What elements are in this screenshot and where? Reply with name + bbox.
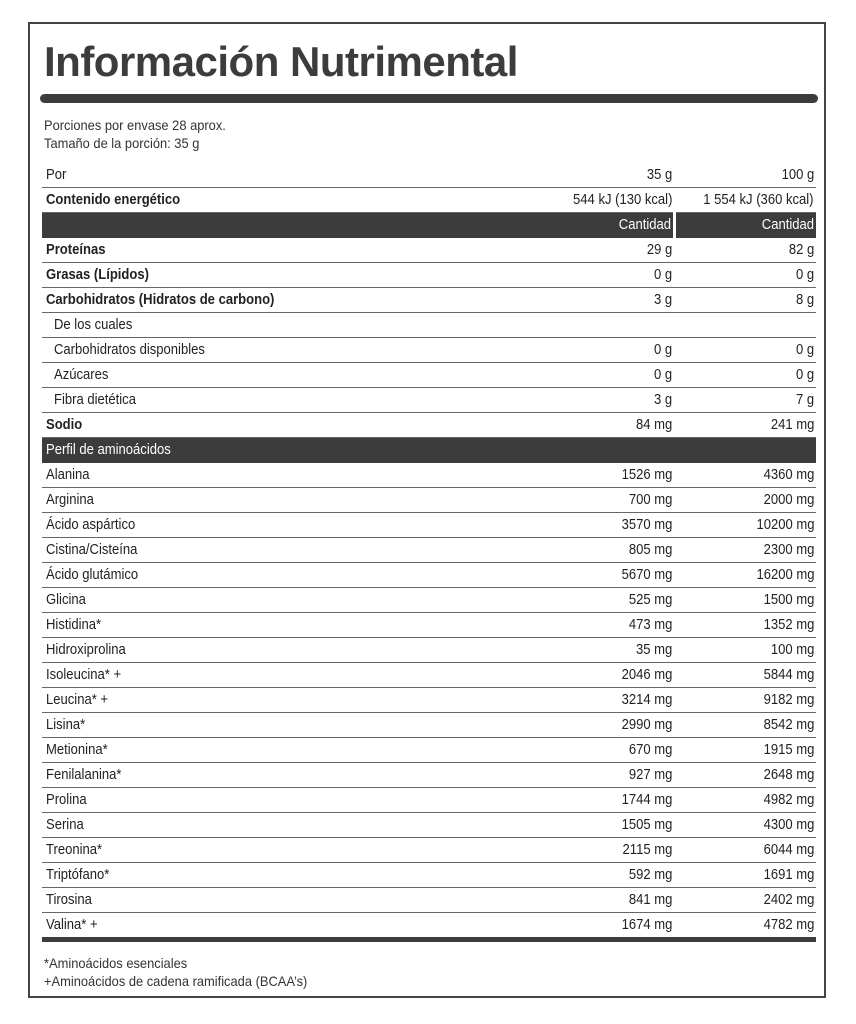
footnotes [44, 954, 307, 990]
aminoacid-row-col1: 927 mg [628, 767, 673, 783]
aminoacid-row-col2: 1500 mg [763, 592, 814, 608]
aminoacid-row-col1: 1526 mg [621, 467, 673, 483]
nutrient-row-col2: 241 mg [770, 417, 814, 433]
aminoacid-row-col2: 9182 mg [763, 692, 814, 708]
aminoacid-row-label: Triptófano* [46, 867, 110, 883]
aminoacid-row [42, 838, 816, 863]
aminoacid-row-label: Treonina* [46, 842, 103, 858]
per-label: Por [46, 167, 67, 183]
aminoacid-row-label: Prolina [46, 792, 87, 808]
aminoacid-row [42, 663, 816, 688]
nutrient-row-label: Carbohidratos disponibles [54, 342, 205, 358]
title-divider [40, 94, 818, 103]
energy-col2: 1 554 kJ (360 kcal) [703, 192, 814, 208]
aminoacid-row [42, 763, 816, 788]
aminoacid-row [42, 713, 816, 738]
aminoacid-row-label: Ácido aspártico [46, 517, 136, 533]
aminoacid-row-col1: 3570 mg [621, 517, 673, 533]
quantity-header-row [42, 213, 816, 238]
aminoacid-row [42, 788, 816, 813]
aminoacid-row-col2: 4782 mg [763, 917, 814, 933]
aminoacid-row-col2: 8542 mg [763, 717, 814, 733]
nutrient-row-col2: 0 g [795, 267, 814, 283]
aminoacid-row-label: Arginina [46, 492, 94, 508]
nutrient-row-label: Proteínas [46, 242, 106, 258]
aminoacid-row-col2: 2300 mg [763, 542, 814, 558]
nutrient-row-col1: 0 g [654, 367, 673, 383]
aminoacid-row-col1: 525 mg [628, 592, 673, 608]
aminoacid-row-label: Cistina/Cisteína [46, 542, 138, 558]
aminoacid-row-label: Hidroxiprolina [46, 642, 126, 658]
aminoacid-row-col1: 5670 mg [621, 567, 673, 583]
aminoacid-row-label: Isoleucina* + [46, 667, 122, 683]
aminoacid-row-col1: 2046 mg [621, 667, 673, 683]
nutrient-row-col1: 84 mg [636, 417, 673, 433]
aminoacid-row-label: Glicina [46, 592, 86, 608]
aminoacid-row [42, 863, 816, 888]
aminoacid-row-col2: 1352 mg [763, 617, 814, 633]
per-col1: 35 g [647, 167, 673, 183]
per-col2: 100 g [781, 167, 814, 183]
nutrient-row-col2: 8 g [795, 292, 814, 308]
nutrient-row-col1: 3 g [654, 292, 673, 308]
footnote-bcaa: +Aminoácidos de cadena ramificada (BCAA’s) [44, 973, 308, 989]
aminoacid-row [42, 588, 816, 613]
nutrient-row [42, 238, 816, 263]
aminoacid-row [42, 488, 816, 513]
amino-profile-header-row [42, 438, 816, 463]
nutrient-row [42, 263, 816, 288]
aminoacid-row-label: Ácido glutámico [46, 567, 139, 583]
aminoacid-row [42, 638, 816, 663]
aminoacid-row-label: Fenilalanina* [46, 767, 122, 783]
aminoacid-row-col1: 2990 mg [621, 717, 673, 733]
nutrient-row-col2: 0 g [795, 367, 814, 383]
nutrient-row [42, 288, 816, 313]
aminoacid-row-col2: 2648 mg [763, 767, 814, 783]
nutrient-row-col2: 7 g [795, 392, 814, 408]
nutrient-row-label: Azúcares [54, 367, 109, 383]
aminoacid-row-col2: 16200 mg [755, 567, 814, 583]
aminoacid-row-col2: 4360 mg [763, 467, 814, 483]
nutrient-row-label: Grasas (Lípidos) [46, 267, 149, 283]
aminoacid-row [42, 888, 816, 913]
aminoacid-row-col2: 4300 mg [763, 817, 814, 833]
aminoacid-row-col1: 35 mg [636, 642, 673, 658]
nutrient-row-label: Fibra dietética [54, 392, 136, 408]
aminoacid-row-col1: 1744 mg [621, 792, 673, 808]
serving-info [44, 116, 226, 152]
aminoacid-row-col2: 100 mg [770, 642, 814, 658]
nutrient-row [42, 338, 816, 363]
aminoacid-row-label: Leucina* + [46, 692, 109, 708]
quantity-col2: Cantidad [761, 217, 814, 233]
nutrition-facts-panel [28, 22, 826, 998]
aminoacid-row [42, 563, 816, 588]
nutrient-row [42, 363, 816, 388]
aminoacid-row-col2: 4982 mg [763, 792, 814, 808]
nutrient-row-col1: 29 g [647, 242, 673, 258]
aminoacid-row-col2: 10200 mg [755, 517, 814, 533]
quantity-col1: Cantidad [618, 217, 671, 233]
aminoacid-row-col1: 592 mg [628, 867, 673, 883]
nutrient-row-label: Sodio [46, 417, 83, 433]
per-header-row [42, 163, 816, 188]
nutrient-row-col1: 0 g [654, 342, 673, 358]
footnote-essential: *Aminoácidos esenciales [44, 955, 188, 971]
aminoacid-row [42, 913, 816, 940]
aminoacid-row-label: Tirosina [46, 892, 92, 908]
aminoacid-row-label: Alanina [46, 467, 90, 483]
energy-row [42, 188, 816, 213]
aminoacid-row [42, 538, 816, 563]
nutrient-row-col2: 82 g [788, 242, 814, 258]
aminoacid-row-col1: 1674 mg [621, 917, 673, 933]
aminoacid-row [42, 688, 816, 713]
nutrient-row-col2: 0 g [795, 342, 814, 358]
aminoacid-row-col2: 1915 mg [763, 742, 814, 758]
aminoacid-row-col1: 473 mg [628, 617, 673, 633]
aminoacid-row-col2: 5844 mg [763, 667, 814, 683]
aminoacid-row-col1: 670 mg [628, 742, 673, 758]
aminoacid-row [42, 513, 816, 538]
nutrition-table [42, 163, 816, 942]
nutrient-row-label: Carbohidratos (Hidratos de carbono) [46, 292, 275, 308]
aminoacid-row [42, 813, 816, 838]
aminoacid-row-col2: 1691 mg [763, 867, 814, 883]
aminoacid-row-col1: 841 mg [628, 892, 673, 908]
nutrient-row-col1: 3 g [654, 392, 673, 408]
aminoacid-row-col2: 2402 mg [763, 892, 814, 908]
aminoacid-row-col1: 805 mg [628, 542, 673, 558]
aminoacid-row-col1: 1505 mg [621, 817, 673, 833]
serving-size: Tamaño de la porción: 35 g [44, 135, 200, 151]
aminoacid-row-label: Histidina* [46, 617, 102, 633]
aminoacid-row-col1: 3214 mg [621, 692, 673, 708]
nutrient-row [42, 388, 816, 413]
energy-label: Contenido energético [46, 192, 181, 208]
aminoacid-row [42, 613, 816, 638]
aminoacid-row-label: Metionina* [46, 742, 108, 758]
amino-profile-header: Perfil de aminoácidos [46, 442, 171, 458]
aminoacid-row-label: Serina [46, 817, 84, 833]
aminoacid-row-col1: 700 mg [628, 492, 673, 508]
aminoacid-row-label: Lisina* [46, 717, 86, 733]
panel-title: Información Nutrimental [44, 38, 518, 85]
aminoacid-row [42, 463, 816, 488]
aminoacid-row-label: Valina* + [46, 917, 98, 933]
aminoacid-row-col2: 6044 mg [763, 842, 814, 858]
nutrient-row [42, 413, 816, 438]
aminoacid-row-col1: 2115 mg [622, 842, 673, 858]
nutrient-row-label: De los cuales [54, 317, 133, 333]
aminoacid-row-col2: 2000 mg [763, 492, 814, 508]
nutrient-row [42, 313, 816, 338]
servings-per-container: Porciones por envase 28 aprox. [44, 117, 226, 133]
energy-col1: 544 kJ (130 kcal) [573, 192, 673, 208]
nutrient-row-col1: 0 g [654, 267, 673, 283]
aminoacid-row [42, 738, 816, 763]
